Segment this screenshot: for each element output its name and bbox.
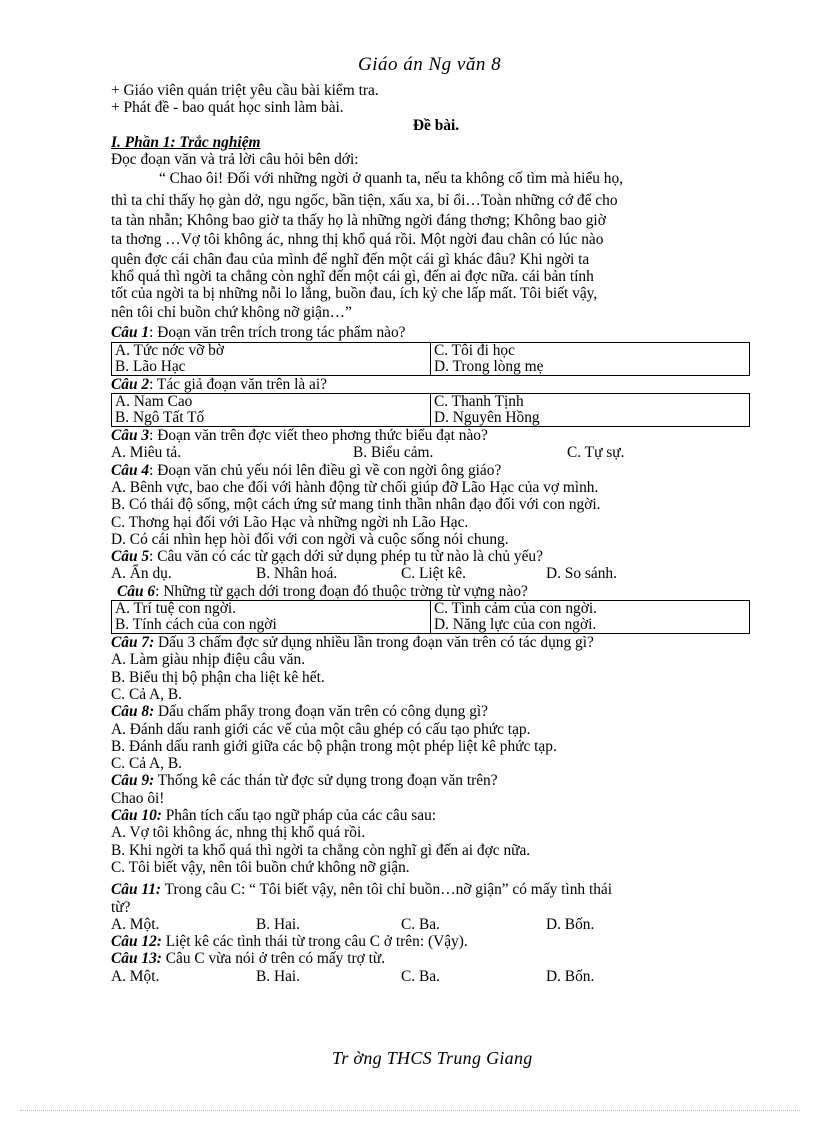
section-heading: I. Phần 1: Trắc nghiệm: [111, 133, 261, 151]
question-11: [111, 881, 761, 898]
intro-line: + Giáo viên quán triệt yêu cầu bài kiểm tra.: [111, 82, 379, 99]
question-text: Câu C vừa nói ở trên có mấy trợ từ.: [161, 950, 386, 968]
question-text-continued: từ?: [111, 898, 131, 916]
options-table-q2: [111, 393, 750, 427]
option: B. Nhân hoá.: [256, 565, 338, 583]
option: B. Đánh dấu ranh giới giữa các bộ phận trong một phép liệt kê phức tạp.: [111, 737, 557, 755]
option: A. Miêu tả.: [111, 444, 182, 462]
option: A. Làm giàu nhịp điệu câu văn.: [111, 651, 306, 669]
option: B. Khi ngời ta khổ quá thì ngời ta chẳng còn nghĩ gì đến ai đợc nữa.: [111, 841, 531, 859]
instruction: Đọc đoạn văn và trả lời câu hỏi bên dới:: [111, 151, 359, 169]
option: A. Một.: [111, 915, 160, 933]
question-text: : Đoạn văn trên trích trong tác phẩm nào?: [149, 324, 406, 342]
question-1: [111, 324, 761, 341]
option: D. So sánh.: [546, 565, 617, 583]
option: C. Ba.: [401, 915, 440, 933]
options-q5: [111, 565, 761, 582]
question-12: [111, 933, 761, 950]
option: A. Bênh vực, bao che đối với hành động từ chối giúp đỡ Lão Hạc của vợ mình.: [111, 478, 599, 496]
option: C. Tôi đi học D. Trong lòng mẹ: [431, 342, 750, 375]
options-q13: [111, 968, 761, 985]
question-text: : Những từ gạch dới trong đoạn đó thuộc trờng từ vựng nào?: [155, 582, 528, 600]
question-5: [111, 548, 761, 565]
question-label: Câu 10:: [111, 807, 162, 825]
question-text: : Đoạn văn chủ yếu nói lên điều gì về con ngời ông giáo?: [149, 461, 502, 479]
question-label: Câu 9:: [111, 772, 155, 790]
passage: [111, 168, 761, 324]
question-label: Câu 13:: [111, 950, 162, 968]
options-table-q6: [111, 600, 750, 634]
option: A. Ẩn dụ.: [111, 565, 172, 583]
page-header: Giáo án Ng văn 8: [358, 54, 502, 75]
passage-line: khổ quá thì ngời ta chẳng còn nghĩ đến một cái gì, đến ai đợc nữa. cái bản tính: [111, 268, 594, 286]
question-text: Thống kê các thán từ đợc sử dụng trong đoạn văn trên?: [154, 772, 498, 790]
question-text: Dấu 3 chấm đợc sử dụng nhiều lần trong đoạn văn trên có tác dụng gì?: [154, 634, 594, 652]
question-text: Trong câu C: “ Tôi biết vậy, nên tôi chỉ buồn…nỡ giận” có mấy tình thái: [161, 881, 613, 899]
options-table-q1: [111, 342, 750, 376]
question-text: Phân tích cấu tạo ngữ pháp của các câu sau:: [161, 807, 437, 825]
passage-line: thì ta chỉ thấy họ gàn dở, ngu ngốc, bần tiện, xấu xa, bỉ ổi…Toàn những cớ để cho: [111, 192, 618, 210]
question-3: [111, 427, 761, 444]
option: A. Một.: [111, 967, 160, 985]
option: D. Có cái nhìn hẹp hòi đối với con ngời và cuộc sống nói chung.: [111, 530, 509, 548]
option: B. Hai.: [256, 915, 301, 933]
page-border-line: [20, 1110, 800, 1111]
question-label: Câu 1: [111, 324, 150, 342]
passage-line: tốt của ngời ta bị những nỗi lo lắng, buồn đau, ích kỷ che lấp mất. Tôi biết vậy,: [111, 285, 598, 303]
options-q3: [111, 444, 761, 461]
option: A. Tức nớc vỡ bờ B. Lão Hạc: [112, 342, 431, 375]
question-label: Câu 3: [111, 427, 150, 445]
document-body: [111, 82, 761, 985]
option: C. Cả A, B.: [111, 685, 182, 703]
page-footer: Tr ờng THCS Trung Giang: [332, 1048, 533, 1068]
question-label: Câu 2: [111, 375, 150, 393]
question-text: : Câu văn có các từ gạch dới sử dụng phép tu từ nào là chủ yếu?: [149, 548, 543, 566]
question-7: [111, 634, 761, 651]
question-2: [111, 376, 761, 393]
question-10: [111, 807, 761, 824]
option: C. Cả A, B.: [111, 755, 182, 773]
passage-line: ta tàn nhẫn; Không bao giờ ta thấy họ là những ngời đáng thơng; Không bao giờ: [111, 212, 606, 230]
exam-title: Đề bài.: [412, 116, 460, 134]
question-13: [111, 950, 761, 967]
question-9: [111, 772, 761, 789]
option: B. Hai.: [256, 967, 301, 985]
question-label: Câu 12:: [111, 933, 162, 951]
option: B. Biểu cảm.: [353, 444, 434, 462]
question-6: [111, 583, 761, 600]
question-label: Câu 6: [117, 582, 156, 600]
passage-line: quên đợc cái chân đau của mình để nghĩ đến một cái gì khác đâu? Khi ngời ta: [111, 251, 590, 269]
question-text: Dấu chấm phẩy trong đoạn văn trên có công dụng gì?: [154, 703, 488, 721]
option: C. Tự sự.: [567, 444, 625, 462]
option: C. Thanh Tịnh D. Nguyên Hồng: [431, 394, 750, 427]
question-text: : Tác giả đoạn văn trên là ai?: [149, 375, 327, 393]
question-label: Câu 4: [111, 461, 150, 479]
question-text: Liệt kê các tình thái từ trong câu C ở trên: (Vậy).: [161, 933, 468, 951]
question-8: [111, 703, 761, 720]
intro-line: + Phát đề - bao quát học sinh làm bài.: [111, 99, 344, 117]
question-label: Câu 5: [111, 548, 150, 566]
option: C. Thơng hại đối với Lão Hạc và những ngời nh Lão Hạc.: [111, 513, 469, 531]
option: C. Liệt kê.: [401, 565, 466, 583]
option: A. Vợ tôi không ác, nhng thị khổ quá rồi.: [111, 824, 366, 842]
option: A. Nam Cao B. Ngô Tất Tố: [112, 394, 431, 427]
question-4: [111, 462, 761, 479]
option: C. Ba.: [401, 967, 440, 985]
question-label: Câu 8:: [111, 703, 155, 721]
question-text: : Đoạn văn trên đợc viết theo phơng thức biểu đạt nào?: [149, 427, 488, 445]
option: A. Trí tuệ con ngời. B. Tính cách của con ngời: [112, 601, 431, 634]
option: A. Đánh dấu ranh giới các vế của một câu ghép có cấu tạo phức tạp.: [111, 720, 531, 738]
option: D. Bốn.: [546, 967, 595, 985]
answer: Chao ôi!: [111, 789, 165, 807]
option: B. Có thái độ sống, một cách ứng sử mang tinh thần nhân đạo đối với con ngời.: [111, 496, 601, 514]
options-q11: [111, 916, 761, 933]
option: C. Tôi biết vậy, nên tôi buồn chứ không nỡ giận.: [111, 858, 410, 876]
passage-line: “ Chao ôi! Đối với những ngời ở quanh ta, nếu ta không cố tìm mà hiểu họ,: [159, 170, 624, 188]
option: D. Bốn.: [546, 915, 595, 933]
option: B. Biểu thị bộ phận cha liệt kê hết.: [111, 668, 325, 686]
option: C. Tình cảm của con ngời. D. Năng lực của con ngời.: [431, 601, 750, 634]
passage-line: ta thơng …Vợ tôi không ác, nhng thị khổ quá rồi. Một ngời đau chân có lúc nào: [111, 231, 604, 249]
passage-line: nên tôi chỉ buồn chứ không nỡ giận…”: [111, 304, 352, 322]
question-label: Câu 7:: [111, 634, 155, 652]
question-label: Câu 11:: [111, 881, 162, 899]
